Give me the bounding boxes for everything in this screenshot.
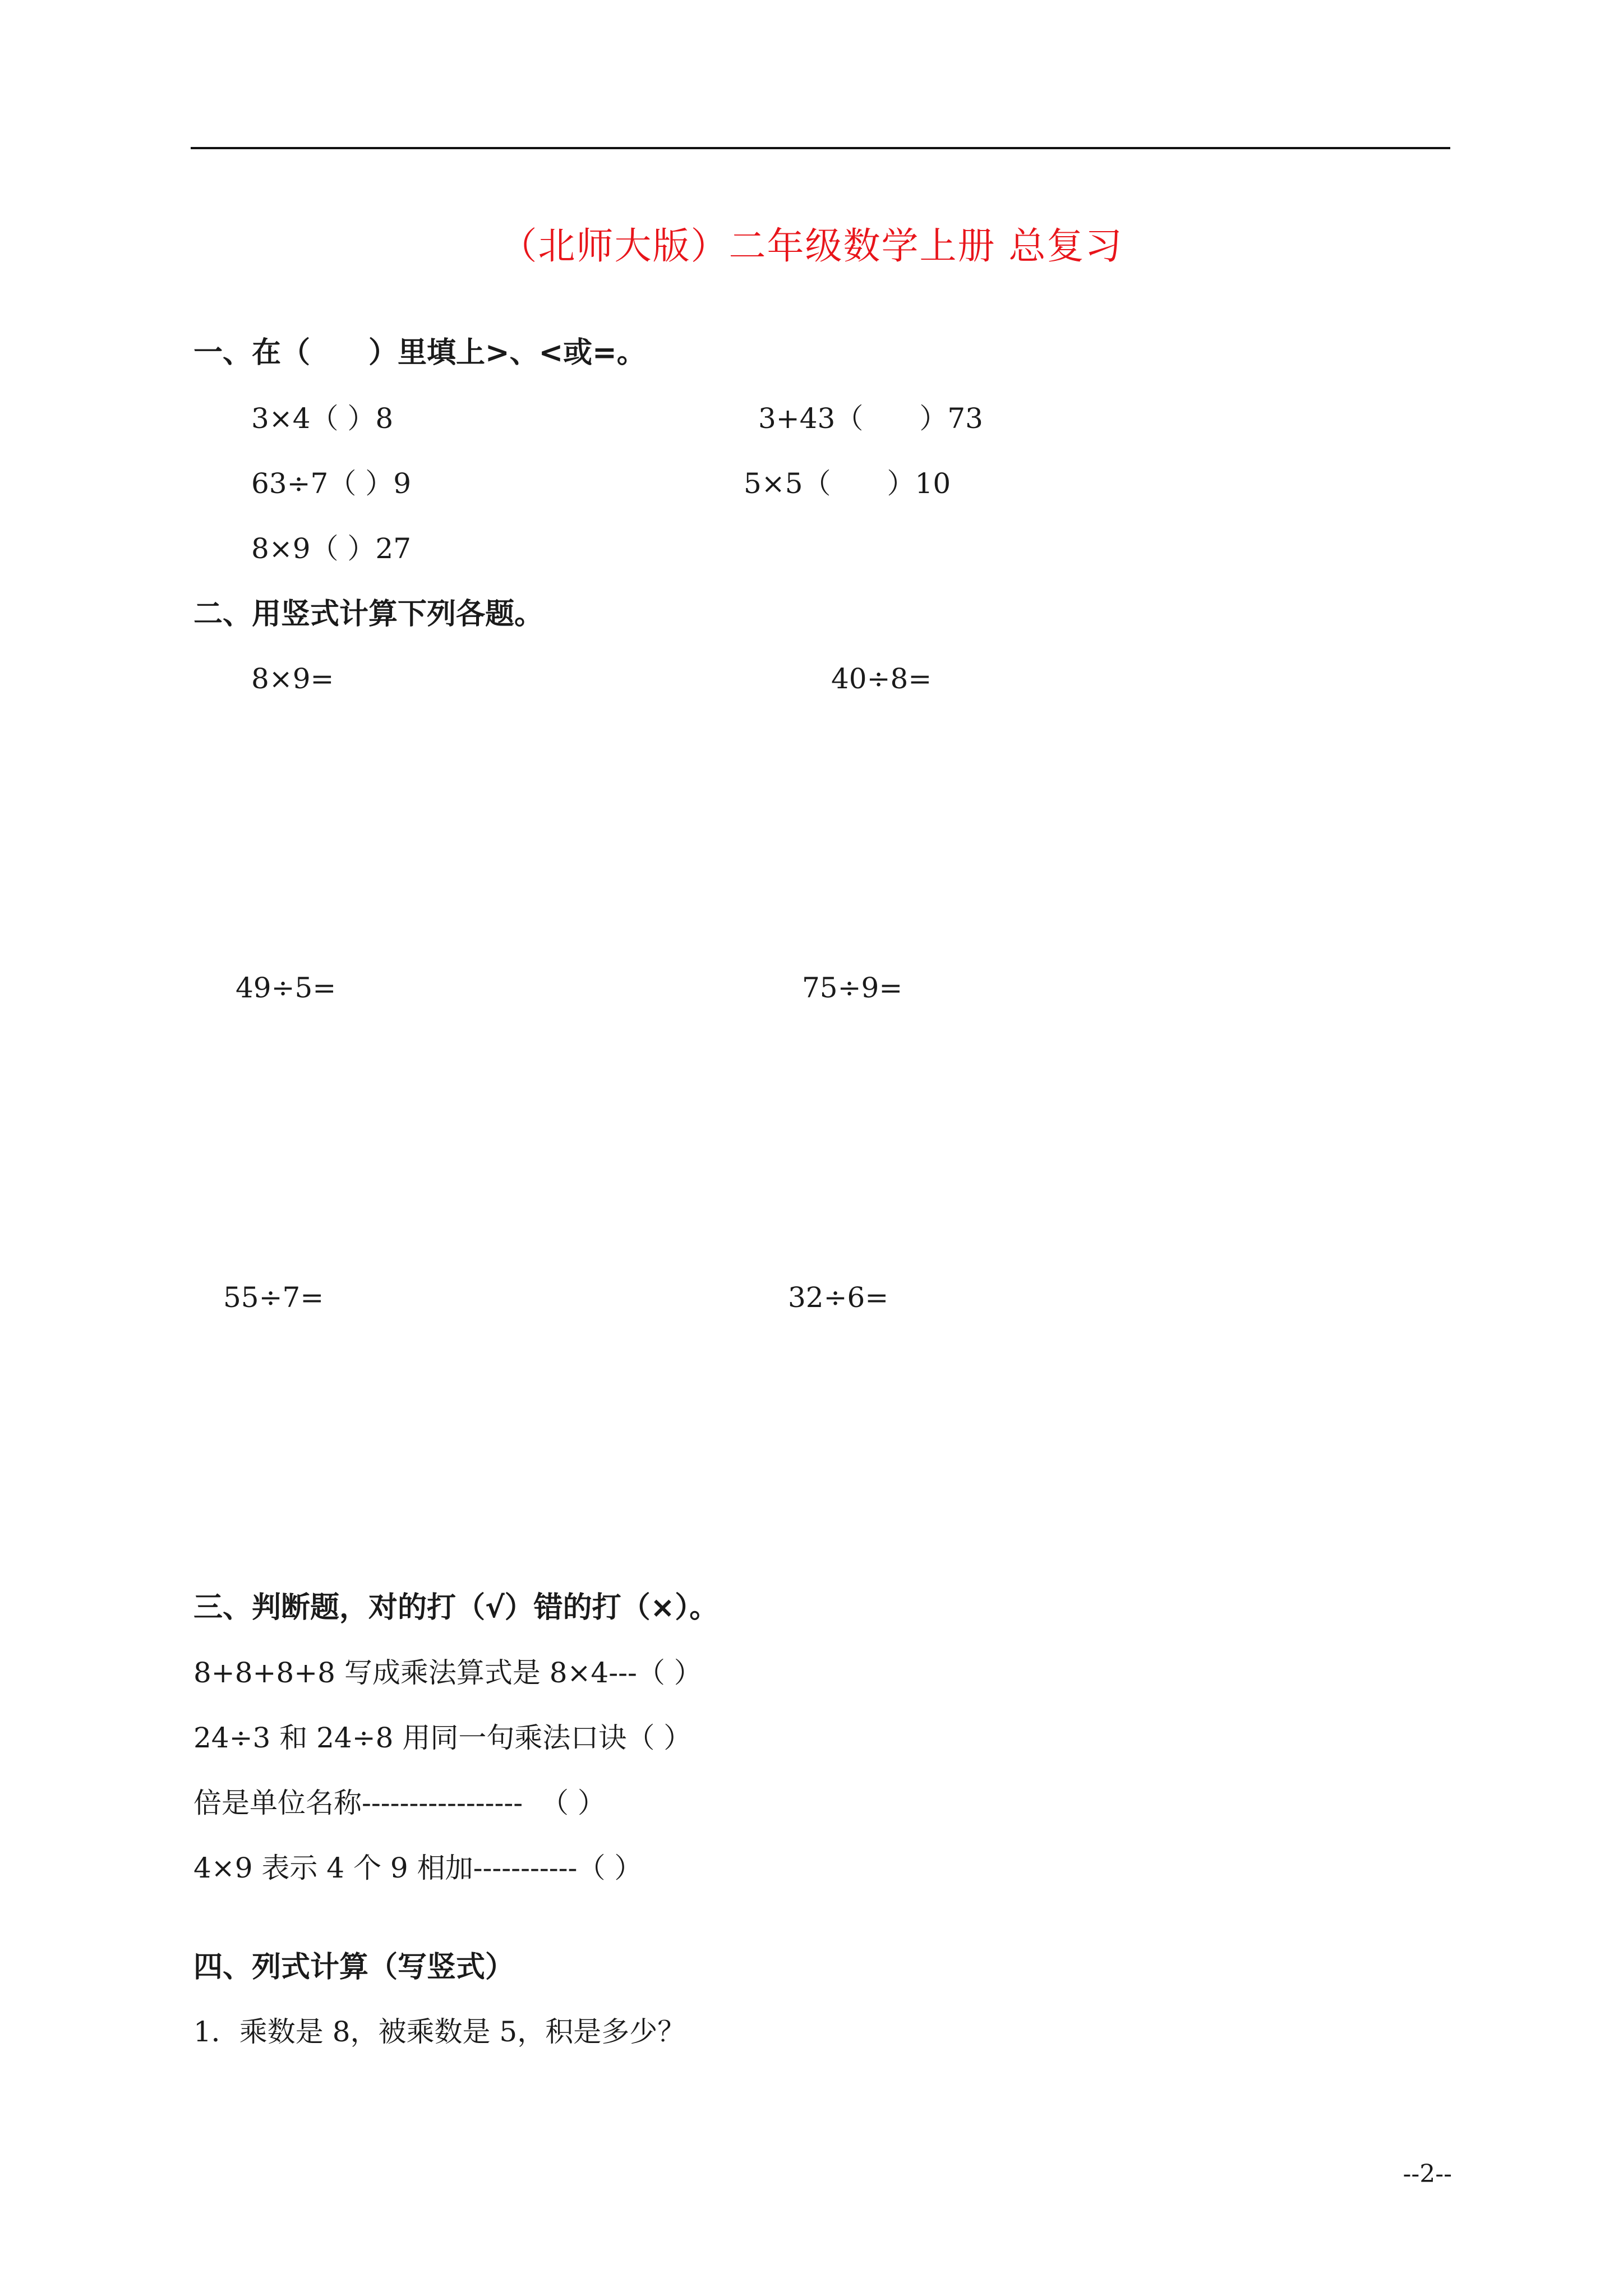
judge-item-4: 4×9 表示 4 个 9 相加-----------（ ） <box>193 1852 643 1884</box>
section-1-heading: 一、在（ ）里填上>、<或=。 <box>193 336 646 370</box>
compare-item-5: 8×9（ ）27 <box>251 532 412 565</box>
calc-item-1: 8×9= <box>251 662 334 695</box>
page-number: --2-- <box>1403 2160 1452 2188</box>
calc-item-3: 49÷5= <box>236 972 336 1004</box>
compare-item-2: 3+43（ ）73 <box>758 402 983 435</box>
page-title: （北师大版）二年级数学上册 总复习 <box>500 224 1123 268</box>
calc-item-2: 40÷8= <box>831 662 932 695</box>
calc-item-6: 32÷6= <box>788 1281 889 1314</box>
header-rule <box>191 147 1450 149</box>
section-3-heading: 三、判断题，对的打（√）错的打（×）。 <box>193 1591 719 1625</box>
judge-item-2: 24÷3 和 24÷8 用同一句乘法口诀（ ） <box>193 1722 692 1754</box>
word-problem-1: 1．乘数是 8，被乘数是 5，积是多少？ <box>193 2016 686 2048</box>
judge-item-1: 8+8+8+8 写成乘法算式是 8×4---（ ） <box>193 1657 702 1689</box>
compare-item-3: 63÷7（ ）9 <box>251 467 412 500</box>
section-4-heading: 四、列式计算（写竖式） <box>193 1950 515 1984</box>
calc-item-5: 55÷7= <box>223 1281 324 1314</box>
judge-item-3: 倍是单位名称----------------- （ ） <box>193 1787 606 1819</box>
compare-item-1: 3×4（ ）8 <box>251 402 394 435</box>
compare-item-4: 5×5（ ）10 <box>744 467 951 500</box>
section-2-heading: 二、用竖式计算下列各题。 <box>193 597 544 631</box>
calc-item-4: 75÷9= <box>802 972 903 1004</box>
